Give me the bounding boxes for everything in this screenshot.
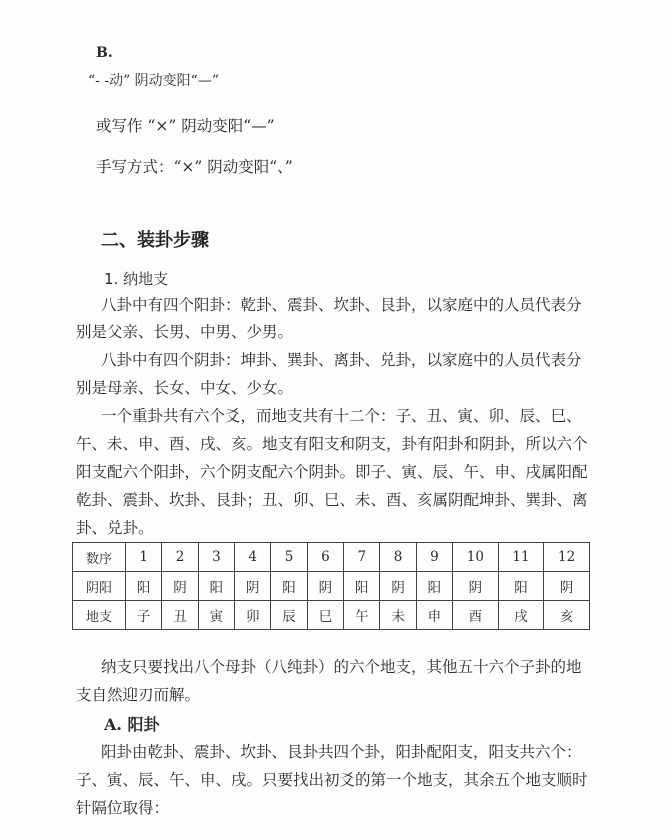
table-cell: 7 [344,543,380,572]
row-header: 阴阳 [73,572,126,601]
table-cell: 丑 [162,601,198,630]
paragraph-line: 午、未、申、酉、戌、亥。地支有阳支和阴支，卦有阳卦和阴卦，所以六个 [76,435,588,453]
table-cell: 3 [198,543,234,572]
table-cell: 1 [126,543,162,572]
paragraph-line: 别是父亲、长男、中男、少男。 [76,323,294,341]
table-cell: 阳 [416,572,452,601]
table-cell: 11 [498,543,544,572]
table-row-yinyang [73,572,590,601]
paragraph-line: 八卦中有四个阳卦：乾卦、震卦、坎卦、艮卦，以家庭中的人员代表分 [101,296,582,314]
table-cell: 阳 [271,572,307,601]
subsection-heading: 1. 纳地支 [104,270,169,288]
table-cell: 12 [544,543,590,572]
section-b-label: B. [96,45,113,61]
table-cell: 阴 [307,572,343,601]
table-cell: 10 [453,543,499,572]
table-cell: 阴 [380,572,416,601]
table-cell: 4 [235,543,271,572]
table-cell: 戌 [498,601,544,630]
table-cell: 阳 [344,572,380,601]
table-cell: 5 [271,543,307,572]
table-cell: 2 [162,543,198,572]
section-b-line: “- -动” 阴动变阳“—” [88,73,219,89]
paragraph-line: 针隔位取得： [76,799,170,817]
table-row-dizhi [73,601,590,630]
section-b-line: 或写作 “×” 阴动变阳“—” [96,117,275,135]
paragraph-line: 别是母亲、长女、中女、少女。 [76,379,294,397]
table-cell: 阴 [235,572,271,601]
row-header: 地支 [73,601,126,630]
table-cell: 阳 [126,572,162,601]
section-b-line: 手写方式：“×” 阴动变阳“、” [96,158,293,176]
table-cell: 寅 [198,601,234,630]
paragraph-line: 阳卦由乾卦、震卦、坎卦、艮卦共四个卦，阳卦配阳支，阳支共六个： [101,743,582,761]
table-row-number [73,543,590,572]
table-cell: 阳 [198,572,234,601]
table-cell: 酉 [453,601,499,630]
table-cell: 子 [126,601,162,630]
table-cell: 卯 [235,601,271,630]
table-cell: 阴 [544,572,590,601]
table-cell: 9 [416,543,452,572]
paragraph-line: 纳支只要找出八个母卦（八纯卦）的六个地支，其他五十六个子卦的地 [101,658,582,676]
table-cell: 申 [416,601,452,630]
table-cell: 午 [344,601,380,630]
paragraph-line: 八卦中有四个阴卦：坤卦、巽卦、离卦、兑卦，以家庭中的人员代表分 [101,351,582,369]
paragraph-line: 乾卦、震卦、坎卦、艮卦；丑、卯、巳、未、酉、亥属阴配坤卦、巽卦、离 [76,491,588,509]
row-header: 数序 [73,543,126,572]
table-cell: 辰 [271,601,307,630]
table-cell: 阳 [498,572,544,601]
table-cell: 阴 [453,572,499,601]
paragraph-line: 一个重卦共有六个爻，而地支共有十二个：子、丑、寅、卯、辰、巳、 [101,407,582,425]
paragraph-line: 支自然迎刃而解。 [76,686,201,704]
paragraph-line: 卦、兑卦。 [76,519,154,537]
table-cell: 巳 [307,601,343,630]
paragraph-line: 阳支配六个阳卦，六个阴支配六个阴卦。即子、寅、辰、午、申、戌属阳配 [76,463,588,481]
paragraph-line: 子、寅、辰、午、申、戌。只要找出初爻的第一个地支，其余五个地支顺时 [76,771,588,789]
table-cell: 未 [380,601,416,630]
table-cell: 亥 [544,601,590,630]
dizhi-table [72,542,590,630]
table-cell: 8 [380,543,416,572]
section-heading: 二、装卦步骤 [101,230,209,251]
table-cell: 阴 [162,572,198,601]
section-a-heading: A. 阳卦 [104,715,160,734]
table-cell: 6 [307,543,343,572]
